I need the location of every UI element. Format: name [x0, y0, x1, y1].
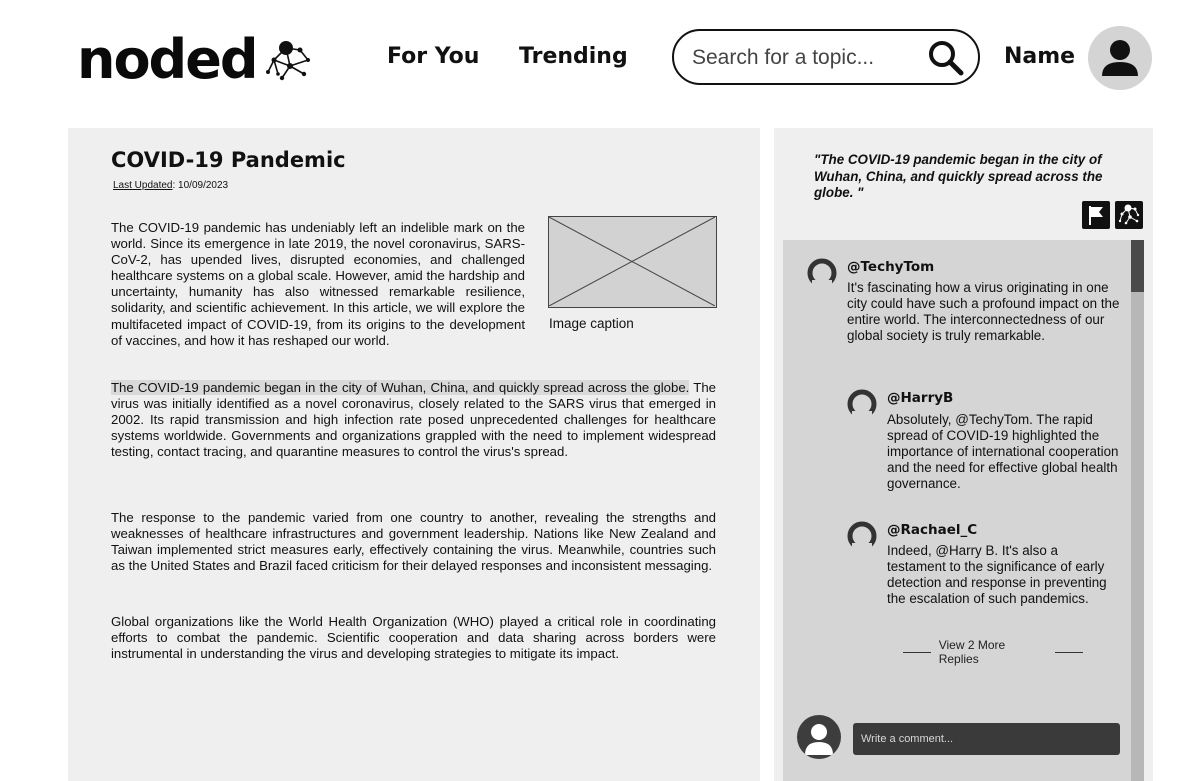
comment-avatar[interactable]: [807, 258, 837, 288]
nav-for-you[interactable]: For You: [387, 44, 480, 69]
current-user-avatar: [797, 715, 841, 759]
header: [0, 0, 1200, 120]
highlighted-sentence[interactable]: The COVID-19 pandemic began in the city of Wuhan, China, and quickly spread across the globe.: [111, 380, 690, 395]
flag-icon: [1082, 201, 1110, 229]
logo[interactable]: noded: [77, 28, 257, 91]
image-caption: Image caption: [549, 316, 634, 331]
network-icon: [262, 38, 314, 84]
search-icon[interactable]: [926, 38, 966, 78]
scrollbar-track[interactable]: [1131, 240, 1144, 781]
discussion-sidebar: [774, 128, 1153, 781]
divider: [1055, 652, 1083, 653]
network-button[interactable]: [1115, 201, 1143, 229]
search-bar: [672, 29, 980, 85]
comments-panel: [783, 240, 1144, 781]
comment-handle[interactable]: @Rachael_C: [887, 522, 978, 538]
comment-avatar[interactable]: [847, 389, 877, 419]
comment-text: Absolutely, @TechyTom. The rapid spread of COVID-19 highlighted the importance of international cooperation and the need for effective global health governance.: [887, 412, 1119, 491]
flag-button[interactable]: [1082, 201, 1110, 229]
comment-avatar[interactable]: [847, 521, 877, 551]
profile-avatar[interactable]: [1088, 26, 1152, 90]
user-icon: [797, 715, 841, 759]
article-image: [548, 216, 717, 308]
comment-text: Indeed, @Harry B. It's also a testament to the significance of early detection and response in preventing the escalation of such pandemics.: [887, 543, 1107, 606]
paragraph-text: The virus was initially identified as a novel coronavirus, closely related to the SARS virus that emerged in 2002. Its rapid transmission and high infection rate posed unprecedented challenges for healthcare systems worldwide. Governments and organizations grappled with the need to implement widespread testing, contact tracing, and quarantine measures to control the virus's spread.: [111, 380, 716, 460]
article-paragraph: The response to the pandemic varied from one country to another, revealing the strengths and weaknesses of healthcare infrastructures and government leadership. Nations like New Zealand and Taiwan implemented strict measures early, effectively containing the virus. Meanwhile, countries such as the United States and Brazil faced criticism for their delayed responses and inconsistent messaging.: [111, 510, 716, 574]
comment-handle[interactable]: @TechyTom: [847, 259, 935, 275]
user-icon: [1088, 26, 1152, 90]
article-panel: [68, 128, 760, 781]
username[interactable]: Name: [1004, 44, 1076, 69]
last-updated: [113, 180, 228, 191]
article-paragraph: [111, 380, 716, 460]
nav-trending[interactable]: Trending: [519, 44, 628, 69]
search-input[interactable]: [692, 44, 912, 72]
view-more-replies[interactable]: [903, 638, 1083, 666]
article-paragraph: The COVID-19 pandemic has undeniably left an indelible mark on the world. Since its emergence in late 2019, the novel coronavirus, SARS-CoV-2, has upended lives, disrupted economies, and challenged healthcare systems on a global scale. However, amid the hardship and uncertainty, humanity has also witnessed remarkable resilience, solidarity, and scientific achievement. In this article, we will explore the multifaceted impact of COVID-19, from its origins to the development of vaccines, and how it has reshaped our world.: [111, 220, 525, 348]
divider: [903, 652, 931, 653]
scrollbar-thumb[interactable]: [1131, 240, 1144, 292]
comment-input[interactable]: [853, 723, 1120, 755]
last-updated-label: Last Updated: [113, 180, 173, 191]
article-title: COVID-19 Pandemic: [111, 148, 346, 172]
last-updated-date: : 10/09/2023: [172, 180, 229, 191]
comment-text: It's fascinating how a virus originating in one city could have such a profound impact on the entire world. The interconnectedness of our global society is truly remarkable.: [847, 280, 1120, 343]
comment-handle[interactable]: @HarryB: [887, 390, 954, 406]
highlighted-quote: "The COVID-19 pandemic began in the city of Wuhan, China, and quickly spread across the globe. ": [814, 152, 1103, 200]
view-more-label[interactable]: View 2 More Replies: [938, 638, 1006, 666]
network-icon: [1115, 201, 1143, 229]
article-paragraph: Global organizations like the World Health Organization (WHO) played a critical role in coordinating efforts to combat the pandemic. Scientific cooperation and data sharing across borders were instrumental in understanding the virus and developing strategies to mitigate its impact.: [111, 614, 716, 662]
